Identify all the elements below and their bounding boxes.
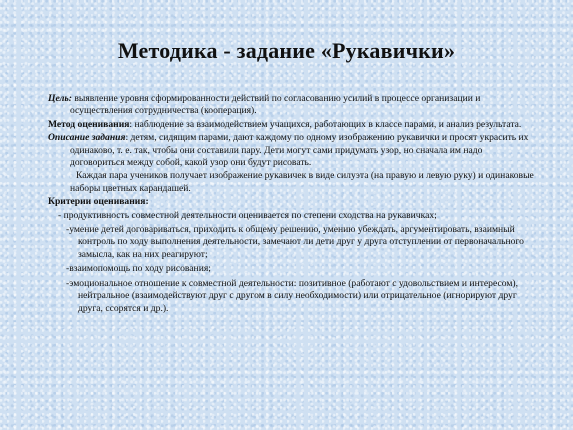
slide-content [48, 93, 538, 317]
description-paragraph-2 [48, 170, 538, 195]
criteria-item: -эмоциональное отношение к совместной деятельности: позитивное (работают с удовольствием и интересом), нейтральное (взаимодействуют друг с другом в силу необходимости) или отрицательное (игнорируют друг друга, ссорятся и др.). [66, 277, 518, 314]
criteria-item: -взаимопомощь по ходу рисования; [66, 263, 211, 275]
criteria-item: -умение детей договариваться, приходить к общему решению, умению убеждать, аргументировать, взаимный контроль по ходу выполнения деятельности, замечают ли дети друг у друга отступлении от первоначального замысла, как на них реагируют; [66, 224, 524, 260]
goal-paragraph [48, 93, 538, 118]
method-paragraph [48, 119, 538, 131]
description-text: : детям, сидящим парами, дают каждому по одному изображению рукавички и просят украсить их одинаково, т. е. так, чтобы они составили пару. Дети могут сами придумать узор, но сначала им надо договориться между собой, какой узор они будут рисовать. [70, 132, 529, 169]
description-text-2: Каждая пара учеников получает изображение рукавичек в виде силуэта (на правую и левую руку) и одинаковые наборы цветных карандашей. [70, 170, 534, 194]
description-label: Описание задания [48, 132, 126, 144]
method-text: : наблюдение за взаимодействием учащихся, работающих в классе парами, и анализ результата. [129, 118, 522, 130]
slide-title: Методика - задание «Рукавички» [117, 38, 456, 63]
method-label: Метод оценивания [48, 118, 130, 130]
criteria-label: Критерии оценивания: [48, 196, 149, 208]
goal-label: Цель: [48, 93, 72, 104]
criteria-item: - продуктивность совместной деятельности оценивается по степени сходства на рукавичках; [58, 209, 437, 221]
goal-text: выявление уровня сформированности действий по согласованию усилий в процессе организации и осуществления сотрудничества (кооперация). [70, 93, 481, 117]
description-paragraph [48, 132, 538, 169]
